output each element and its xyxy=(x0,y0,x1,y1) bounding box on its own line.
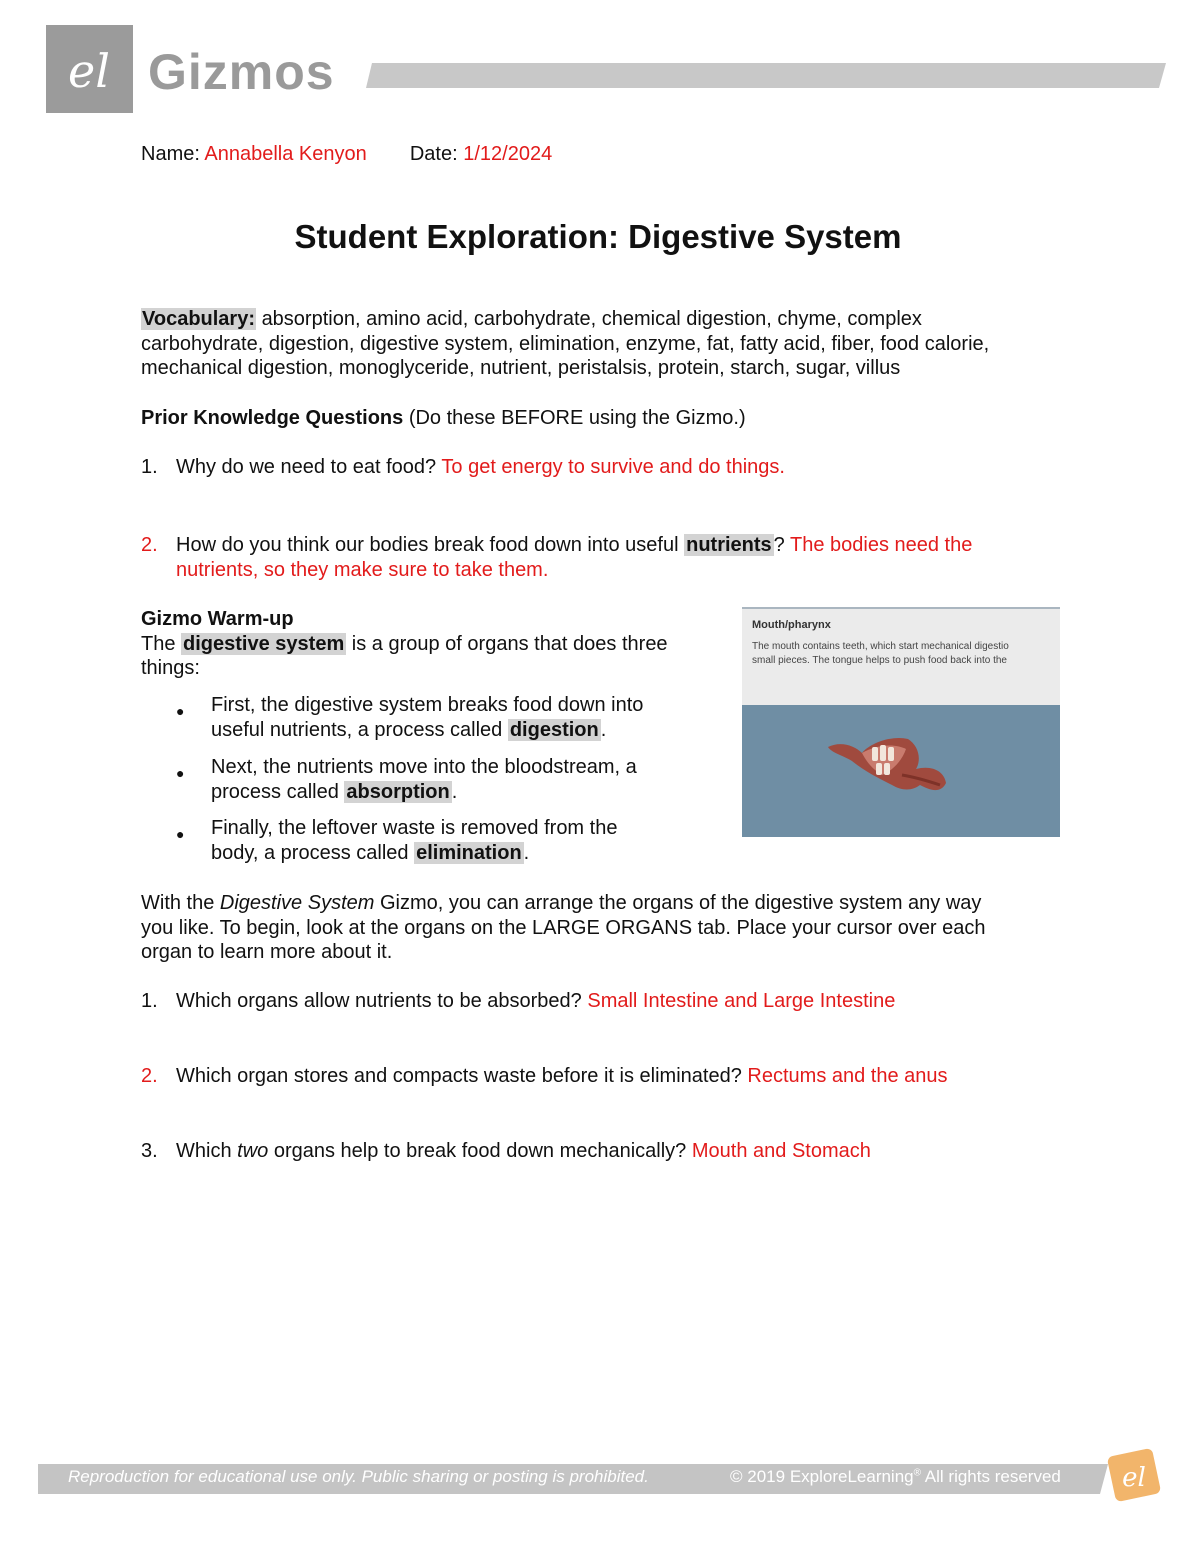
answer-text-line2: nutrients, so they make sure to take them. xyxy=(176,558,549,581)
warmup-bullet-1 xyxy=(176,693,643,742)
bullet-line2: body, a process called xyxy=(211,841,409,864)
question-text: Why do we need to eat food? xyxy=(176,456,437,478)
question-text-post: organs help to break food down mechanically? xyxy=(273,1140,687,1162)
para-line1-post: Gizmo, you can arrange the organs of the digestive system any way xyxy=(379,892,982,914)
answer-text-line1: The bodies need the xyxy=(790,534,973,556)
info-heading: Mouth/pharynx xyxy=(752,619,831,631)
prior-heading: Prior Knowledge Questions xyxy=(141,407,404,429)
date-label: Date: xyxy=(409,143,458,165)
answer-text: Mouth and Stomach xyxy=(691,1140,871,1162)
info-text xyxy=(752,640,1060,668)
prior-note: (Do these BEFORE using the Gizmo.) xyxy=(408,407,746,429)
vocabulary-line3: mechanical digestion, monoglyceride, nutrient, peristalsis, protein, starch, sugar, villus xyxy=(141,357,901,379)
question-text-pre: Which xyxy=(176,1140,232,1162)
bullet-dot-icon: ● xyxy=(176,765,185,781)
name-label: Name: xyxy=(141,143,200,165)
para-line2: you like. To begin, look at the organs on the LARGE ORGANS tab. Place your cursor over each xyxy=(141,916,986,939)
para-line1-pre: With the xyxy=(141,892,215,914)
question-1 xyxy=(141,989,895,1014)
gizmo-screenshot xyxy=(742,607,1060,837)
para-gizmo-name: Digestive System xyxy=(219,892,375,914)
answer-text: To get energy to survive and do things. xyxy=(441,456,785,478)
prior-question-1 xyxy=(141,455,785,480)
registered-mark: ® xyxy=(913,1467,921,1479)
question-number: 1. xyxy=(141,990,158,1012)
info-panel xyxy=(742,607,1060,705)
question-text: Which organ stores and compacts waste before it is eliminated? xyxy=(176,1065,742,1087)
header-bar xyxy=(366,60,1166,90)
question-text-italic: two xyxy=(237,1140,269,1162)
prior-knowledge-heading xyxy=(141,406,746,431)
vocabulary xyxy=(141,307,989,381)
warmup-bullet-3 xyxy=(176,816,617,865)
question-text: Which organs allow nutrients to be absorbed? xyxy=(176,990,582,1012)
bullet-dot-icon: ● xyxy=(176,826,185,842)
vocabulary-line1: absorption, amino acid, carbohydrate, chemical digestion, chyme, complex xyxy=(261,308,922,330)
term-elimination: elimination xyxy=(416,841,522,864)
page-title: Student Exploration: Digestive System xyxy=(294,218,902,255)
company-name: ExploreLearning xyxy=(789,1467,914,1486)
answer-text: Rectums and the anus xyxy=(747,1065,948,1087)
prior-question-2 xyxy=(141,533,972,582)
bullet-line1: Next, the nutrients move into the bloodstream, a xyxy=(211,756,637,778)
bullet-end: . xyxy=(523,841,530,864)
student-info xyxy=(141,142,552,166)
rights-text: All rights reserved xyxy=(924,1467,1061,1486)
info-line1: The mouth contains teeth, which start mechanical digestio xyxy=(752,641,1009,652)
vocabulary-label: Vocabulary: xyxy=(142,308,255,330)
date-value: 1/12/2024 xyxy=(463,143,553,165)
vocabulary-line2: carbohydrate, digestion, digestive system, elimination, enzyme, fat, fatty acid, fiber, food calorie, xyxy=(141,332,990,355)
warmup-heading: Gizmo Warm-up xyxy=(141,608,294,630)
name-value: Annabella Kenyon xyxy=(204,143,367,165)
bullet-line2: useful nutrients, a process called xyxy=(211,718,503,741)
question-number: 3. xyxy=(141,1140,158,1162)
answer-text: Small Intestine and Large Intestine xyxy=(587,990,896,1012)
question-text: How do you think our bodies break food down into useful xyxy=(176,534,679,556)
logo-box xyxy=(46,25,133,113)
warmup-intro-line2: things: xyxy=(141,657,200,679)
warmup-intro-pre: The xyxy=(141,632,176,655)
term-nutrients: nutrients xyxy=(686,534,772,556)
gizmo-intro-paragraph xyxy=(141,891,986,965)
warmup-section xyxy=(141,607,668,681)
question-number: 2. xyxy=(141,534,158,556)
explorelearning-footer-logo-icon xyxy=(1103,1444,1165,1506)
bullet-end: . xyxy=(451,780,458,803)
question-mark: ? xyxy=(773,534,785,556)
term-digestive-system: digestive system xyxy=(183,632,345,655)
question-3 xyxy=(141,1139,871,1164)
bullet-line1: First, the digestive system breaks food down into xyxy=(211,694,644,716)
mouth-organ-icon xyxy=(742,705,1060,837)
brand-name: Gizmos xyxy=(148,44,335,100)
bullet-end: . xyxy=(600,718,607,741)
question-number: 1. xyxy=(141,456,158,478)
footer-copyright xyxy=(730,1467,1061,1487)
svg-text:el: el xyxy=(1122,1463,1146,1493)
copyright-year: © 2019 xyxy=(730,1467,786,1486)
bullet-line1: Finally, the leftover waste is removed from the xyxy=(211,817,618,839)
svg-text:el: el xyxy=(68,44,110,98)
warmup-bullet-2 xyxy=(176,755,637,804)
term-digestion: digestion xyxy=(509,718,599,741)
bullet-dot-icon: ● xyxy=(176,703,185,719)
question-2 xyxy=(141,1064,948,1089)
warmup-intro-post: is a group of organs that does three xyxy=(351,632,668,655)
footer-notice: Reproduction for educational use only. Public sharing or posting is prohibited. xyxy=(68,1467,649,1486)
term-absorption: absorption xyxy=(346,780,450,803)
info-line2: small pieces. The tongue helps to push food back into the xyxy=(752,655,1007,666)
para-line3: organ to learn more about it. xyxy=(141,941,393,963)
explorelearning-logo-icon xyxy=(46,25,133,113)
question-number: 2. xyxy=(141,1065,158,1087)
bullet-line2: process called xyxy=(211,780,339,803)
